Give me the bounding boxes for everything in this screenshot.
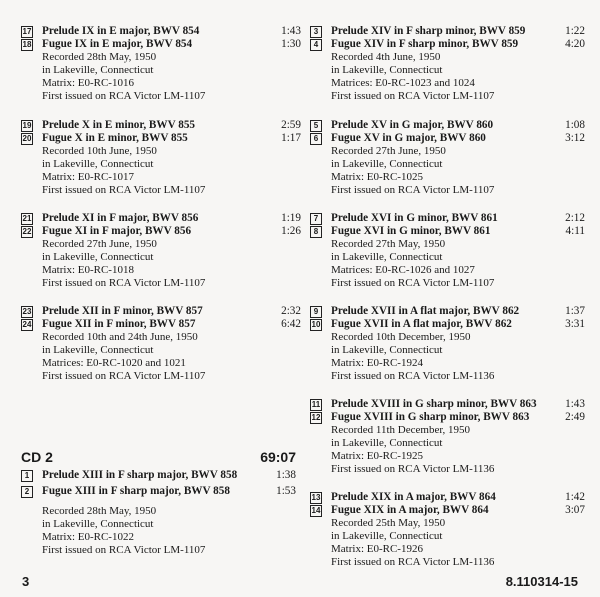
recorded-location: in Lakeville, Connecticut: [331, 158, 443, 170]
track-row: [310, 305, 585, 318]
track-duration: 1:30: [281, 38, 301, 50]
track-duration: 6:42: [281, 318, 301, 330]
track-number: 2: [21, 486, 33, 498]
recording-info: [331, 238, 585, 290]
cd2-section: [21, 449, 296, 557]
recording-info: [42, 331, 301, 383]
recorded-location: in Lakeville, Connecticut: [331, 437, 443, 449]
track-title: Prelude X in E minor, BWV 855: [42, 119, 196, 131]
track-number: 22: [22, 227, 32, 236]
first-issue: First issued on RCA Victor LM-1107: [331, 90, 495, 102]
track-group: [310, 398, 585, 476]
matrix: Matrix: E0-RC-1022: [42, 531, 134, 543]
track-row: [310, 38, 585, 51]
track-title: Fugue XIII in F sharp major, BWV 858: [42, 485, 230, 497]
track-row: [21, 38, 301, 51]
matrix: Matrix: E0-RC-1018: [42, 264, 134, 276]
track-number: 18: [22, 40, 32, 49]
first-issue: First issued on RCA Victor LM-1107: [331, 184, 495, 196]
track-number: 5: [310, 120, 322, 132]
track-title: Fugue XVIII in G sharp minor, BWV 863: [331, 411, 530, 423]
track-duration: 1:43: [281, 25, 301, 37]
recording-info: [331, 145, 585, 197]
track-duration: 2:32: [281, 305, 301, 317]
track-title: Fugue XIX in A major, BWV 864: [331, 504, 489, 516]
track-duration: 1:43: [565, 398, 585, 410]
track-duration: 2:49: [565, 411, 585, 423]
recorded-date: Recorded 10th and 24th June, 1950: [42, 331, 198, 343]
track-number: 13: [311, 493, 321, 502]
track-title: Prelude XVIII in G sharp minor, BWV 863: [331, 398, 537, 410]
track-duration: 3:12: [565, 132, 585, 144]
track-duration: 2:59: [281, 119, 301, 131]
track-group: [21, 305, 301, 383]
track-title: Fugue XII in F minor, BWV 857: [42, 318, 196, 330]
track-row: [21, 225, 301, 238]
track-number: 23: [22, 307, 32, 316]
track-row: [310, 132, 585, 145]
track-number: 11: [311, 400, 321, 409]
track-row: [21, 469, 296, 485]
track-title: Prelude XV in G major, BWV 860: [331, 119, 494, 131]
recorded-date: Recorded 28th May, 1950: [42, 505, 157, 517]
recorded-location: in Lakeville, Connecticut: [331, 344, 443, 356]
recording-info: [331, 424, 585, 476]
track-group: [310, 119, 585, 197]
track-number: 7: [310, 213, 322, 225]
track-row: [21, 119, 301, 132]
recorded-date: Recorded 11th December, 1950: [331, 424, 471, 436]
track-title: Prelude XIII in F sharp major, BWV 858: [42, 469, 238, 481]
track-row: [310, 491, 585, 504]
track-row: [21, 25, 301, 38]
track-duration: 1:37: [565, 305, 585, 317]
track-row: [310, 398, 585, 411]
recorded-location: in Lakeville, Connecticut: [42, 518, 154, 530]
track-title: Fugue XVI in G minor, BWV 861: [331, 225, 491, 237]
first-issue: First issued on RCA Victor LM-1107: [42, 544, 206, 556]
track-number: 14: [311, 506, 321, 515]
track-title: Prelude XII in F minor, BWV 857: [42, 305, 203, 317]
recording-info: [331, 517, 585, 569]
track-row: [21, 132, 301, 145]
track-number: 6: [310, 133, 322, 145]
track-row: [310, 504, 585, 517]
track-title: Prelude XIV in F sharp minor, BWV 859: [331, 25, 526, 37]
track-duration: 3:07: [565, 504, 585, 516]
track-title: Prelude XIX in A major, BWV 864: [331, 491, 496, 503]
matrix: Matrices: E0-RC-1026 and 1027: [331, 264, 475, 276]
matrix: Matrices: E0-RC-1023 and 1024: [331, 77, 475, 89]
track-row: [310, 212, 585, 225]
track-row: [310, 318, 585, 331]
matrix: Matrix: E0-RC-1925: [331, 450, 423, 462]
track-row: [21, 305, 301, 318]
track-duration: 1:38: [276, 469, 296, 481]
first-issue: First issued on RCA Victor LM-1136: [331, 463, 495, 475]
matrix: Matrix: E0-RC-1926: [331, 543, 423, 555]
recording-info: [42, 145, 301, 197]
track-group: [310, 212, 585, 290]
matrix: Matrix: E0-RC-1924: [331, 357, 423, 369]
track-title: Fugue XV in G major, BWV 860: [331, 132, 486, 144]
track-duration: 1:19: [281, 212, 301, 224]
recorded-location: in Lakeville, Connecticut: [331, 530, 443, 542]
track-duration: 1:22: [565, 25, 585, 37]
track-number: 3: [310, 26, 322, 38]
track-number: 21: [22, 214, 32, 223]
recorded-date: Recorded 10th December, 1950: [331, 331, 471, 343]
track-title: Fugue XVII in A flat major, BWV 862: [331, 318, 512, 330]
recorded-location: in Lakeville, Connecticut: [42, 251, 154, 263]
first-issue: First issued on RCA Victor LM-1107: [331, 277, 495, 289]
track-row: [310, 25, 585, 38]
track-row: [310, 225, 585, 238]
recorded-location: in Lakeville, Connecticut: [42, 344, 154, 356]
track-group: [310, 491, 585, 569]
track-duration: 1:26: [281, 225, 301, 237]
track-number: 24: [22, 320, 32, 329]
track-title: Prelude XVI in G minor, BWV 861: [331, 212, 498, 224]
track-number: 12: [311, 413, 321, 422]
recorded-location: in Lakeville, Connecticut: [331, 64, 443, 76]
track-duration: 1:08: [565, 119, 585, 131]
track-number: 10: [311, 320, 321, 329]
track-duration: 1:53: [276, 485, 296, 497]
first-issue: First issued on RCA Victor LM-1107: [42, 184, 206, 196]
track-number: 8: [310, 226, 322, 238]
track-group: [21, 25, 301, 103]
matrix: Matrix: E0-RC-1025: [331, 171, 423, 183]
cd-header: [21, 449, 296, 465]
first-issue: First issued on RCA Victor LM-1136: [331, 556, 495, 568]
page-number: 3: [22, 574, 30, 589]
first-issue: First issued on RCA Victor LM-1136: [331, 370, 495, 382]
track-row: [21, 212, 301, 225]
recording-info: [42, 238, 301, 290]
track-duration: 4:20: [565, 38, 585, 50]
track-title: Fugue XIV in F sharp minor, BWV 859: [331, 38, 519, 50]
recording-info: [42, 51, 301, 103]
track-number: 20: [22, 134, 32, 143]
track-row: [310, 411, 585, 424]
track-duration: 1:42: [565, 491, 585, 503]
recorded-location: in Lakeville, Connecticut: [331, 251, 443, 263]
track-title: Fugue X in E minor, BWV 855: [42, 132, 188, 144]
catalog-number: 8.110314-15: [505, 574, 578, 589]
track-row: [310, 119, 585, 132]
track-number: 4: [310, 39, 322, 51]
recording-info: [42, 505, 296, 557]
first-issue: First issued on RCA Victor LM-1107: [42, 90, 206, 102]
track-group: [310, 305, 585, 383]
track-duration: 4:11: [565, 225, 585, 237]
recording-info: [331, 51, 585, 103]
first-issue: First issued on RCA Victor LM-1107: [42, 277, 206, 289]
track-duration: 3:31: [565, 318, 585, 330]
recorded-date: Recorded 27th May, 1950: [331, 238, 446, 250]
track-group: [21, 119, 301, 197]
track-number: 17: [22, 27, 32, 36]
recorded-date: Recorded 27th June, 1950: [42, 238, 157, 250]
recorded-date: Recorded 4th June, 1950: [331, 51, 441, 63]
recorded-date: Recorded 10th June, 1950: [42, 145, 157, 157]
recorded-date: Recorded 25th May, 1950: [331, 517, 446, 529]
track-duration: 2:12: [565, 212, 585, 224]
track-row: [21, 485, 296, 505]
track-group: [21, 212, 301, 290]
recording-info: [331, 331, 585, 383]
track-number: 1: [21, 470, 33, 482]
matrix: Matrices: E0-RC-1020 and 1021: [42, 357, 186, 369]
track-number: 9: [310, 306, 322, 318]
track-group: [310, 25, 585, 103]
track-title: Prelude XVII in A flat major, BWV 862: [331, 305, 520, 317]
track-row: [21, 318, 301, 331]
recorded-location: in Lakeville, Connecticut: [42, 64, 154, 76]
track-title: Prelude IX in E major, BWV 854: [42, 25, 200, 37]
recorded-date: Recorded 27th June, 1950: [331, 145, 446, 157]
matrix: Matrix: E0-RC-1016: [42, 77, 134, 89]
cd-total-time: 69:07: [260, 449, 296, 465]
track-duration: 1:17: [281, 132, 301, 144]
recorded-location: in Lakeville, Connecticut: [42, 158, 154, 170]
track-title: Fugue IX in E major, BWV 854: [42, 38, 193, 50]
matrix: Matrix: E0-RC-1017: [42, 171, 134, 183]
recorded-date: Recorded 28th May, 1950: [42, 51, 157, 63]
first-issue: First issued on RCA Victor LM-1107: [42, 370, 206, 382]
track-title: Prelude XI in F major, BWV 856: [42, 212, 199, 224]
track-title: Fugue XI in F major, BWV 856: [42, 225, 192, 237]
track-number: 19: [22, 121, 32, 130]
cd-label: CD 2: [21, 449, 53, 465]
